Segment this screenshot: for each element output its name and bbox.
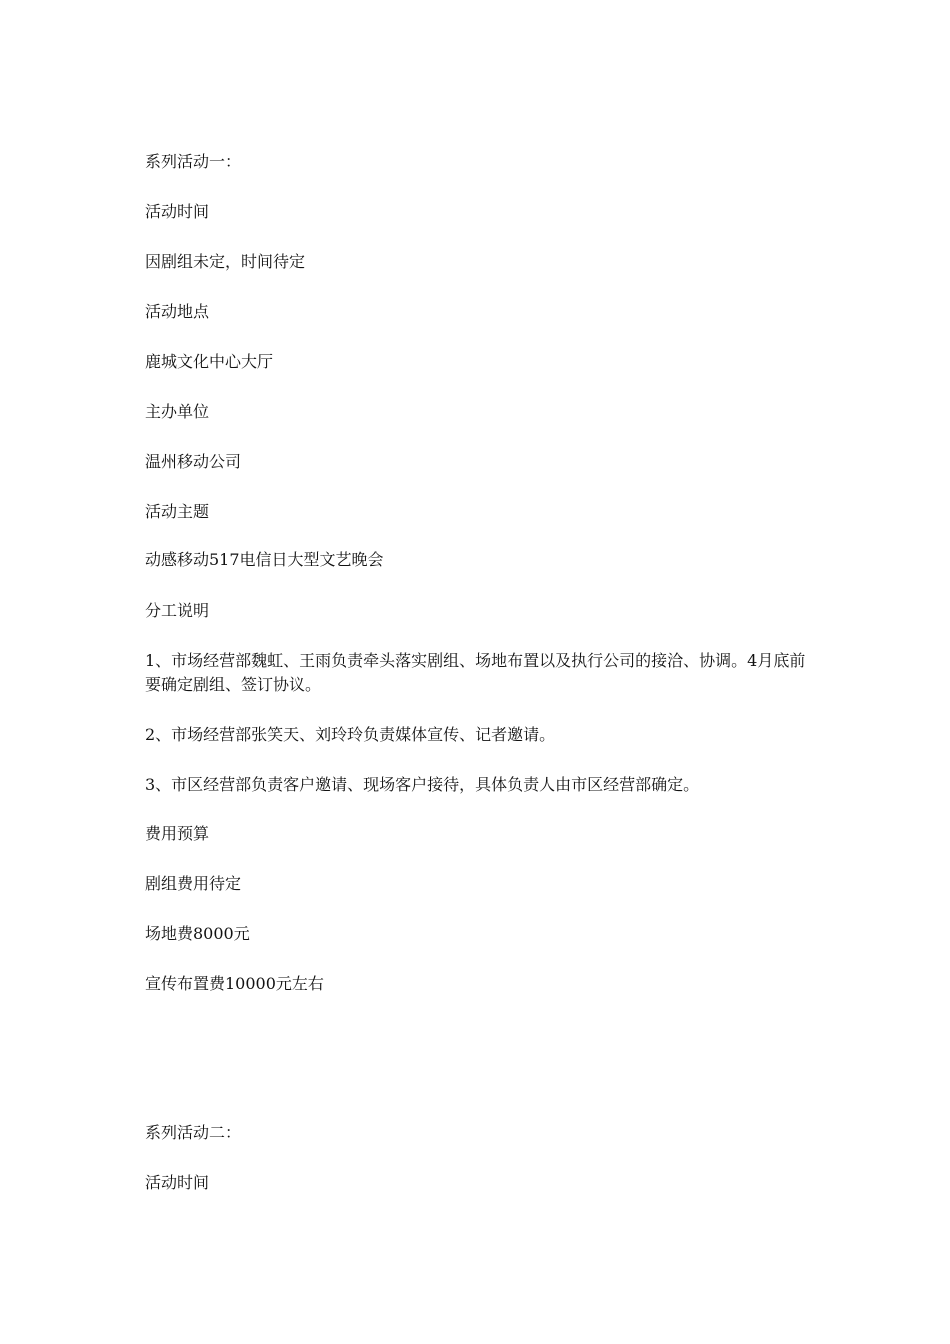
time-label: 活动时间 (145, 1173, 210, 1192)
budget-item: 场地费8000元 (145, 924, 250, 943)
location-label: 活动地点 (145, 302, 210, 321)
organizer-value: 温州移动公司 (145, 452, 242, 471)
time-label: 活动时间 (145, 202, 210, 221)
organizer-label: 主办单位 (145, 402, 210, 421)
section-title: 系列活动二： (145, 1123, 242, 1142)
theme-value: 动感移动517电信日大型文艺晚会 (145, 550, 384, 569)
division-item: 3、市区经营部负责客户邀请、现场客户接待，具体负责人由市区经营部确定。 (145, 775, 700, 794)
budget-item: 宣传布置费10000元左右 (145, 974, 324, 993)
division-item: 2、市场经营部张笑天、刘玲玲负责媒体宣传、记者邀请。 (145, 725, 556, 744)
location-value: 鹿城文化中心大厅 (145, 352, 274, 371)
budget-label: 费用预算 (145, 824, 210, 843)
time-value: 因剧组未定，时间待定 (145, 252, 306, 271)
division-item: 1、市场经营部魏虹、王雨负责牵头落实剧组、场地布置以及执行公司的接洽、协调。4月底前要确定剧组、签订协议。 (145, 651, 806, 694)
budget-item: 剧组费用待定 (145, 874, 242, 893)
division-label: 分工说明 (145, 601, 210, 620)
section-title: 系列活动一： (145, 152, 242, 171)
theme-label: 活动主题 (145, 502, 210, 521)
